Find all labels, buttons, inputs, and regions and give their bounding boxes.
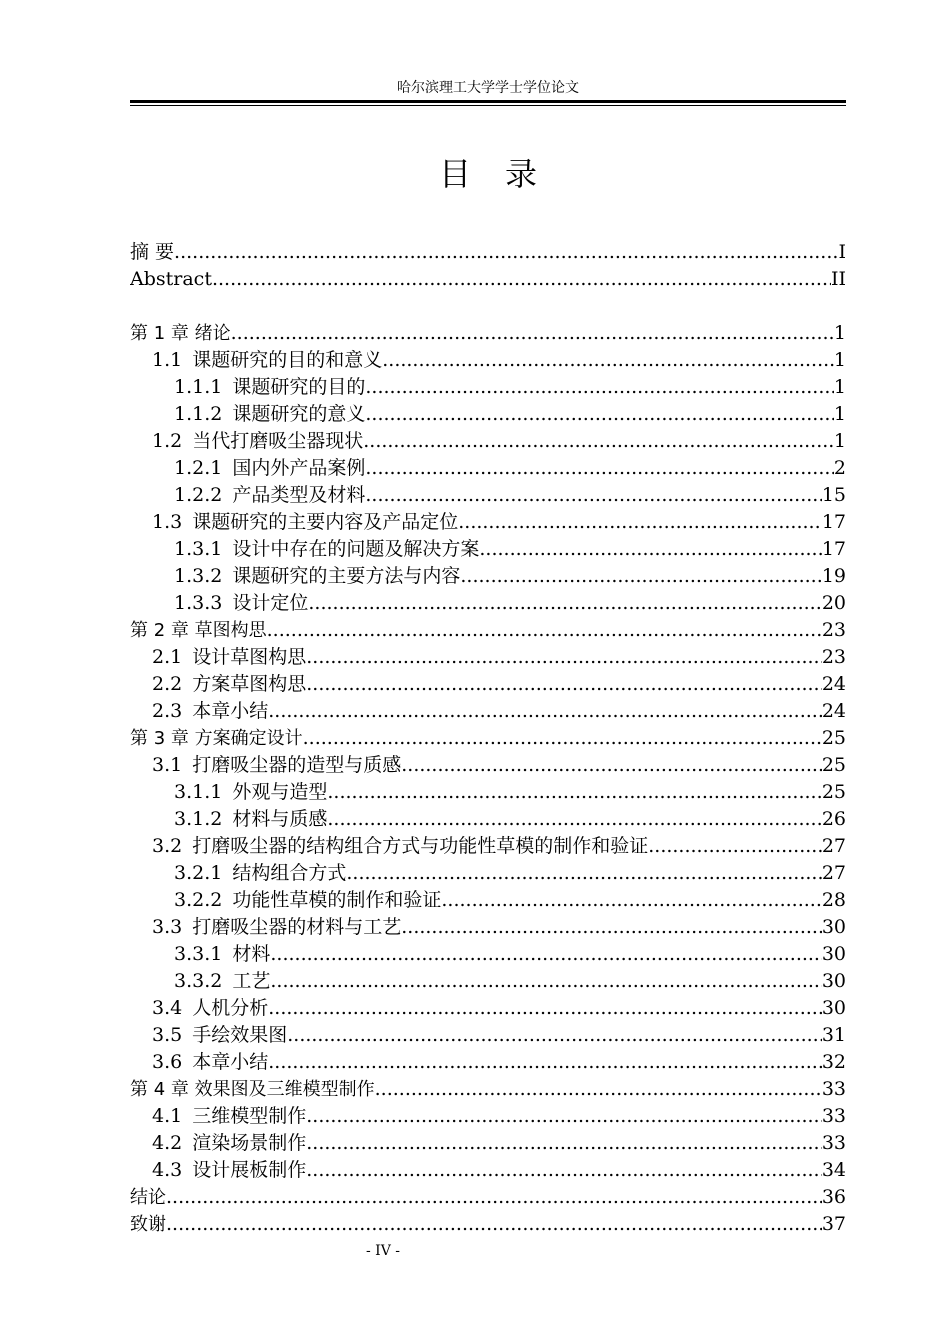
toc-entry-label: 当代打磨吸尘器现状 [192,430,364,452]
toc-entry-page: 23 [821,646,846,668]
toc-entry-title [152,347,382,374]
toc-dot-leader [365,455,834,482]
toc-entry-page: 24 [821,673,846,695]
toc-entry[interactable] [130,1076,846,1103]
toc-dot-leader [306,1130,822,1157]
toc-entry-number: 3.1.2 [174,808,223,830]
toc-entry[interactable] [130,1130,846,1157]
toc-dot-leader [401,752,822,779]
toc-entry-title [152,698,268,725]
toc-entry-number: 1.1.1 [174,376,223,398]
toc-entry-page: 33 [821,1132,846,1154]
toc-entry[interactable] [130,401,846,428]
toc-entry-title [152,1157,306,1184]
toc-entry-title [174,941,270,968]
toc-dot-leader [287,1022,822,1049]
toc-entry-page: 2 [833,457,846,479]
toc-entry-title [130,1076,375,1103]
toc-entry-number: 1.2.1 [174,457,223,479]
toc-entry-number: 1.1 [152,349,183,371]
toc-entry-title [130,266,212,293]
toc-entry-label: 第 1 章 绪论 [130,323,231,344]
toc-dot-leader [460,563,821,590]
toc-entry-number: 2.3 [152,700,183,722]
toc-entry-page: 34 [821,1159,846,1181]
toc-entry[interactable] [130,941,846,968]
toc-entry-title [174,806,327,833]
toc-entry-title [152,1130,306,1157]
toc-entry-title [174,536,479,563]
toc-entry-label: 本章小结 [192,700,269,722]
toc-entry-page: 20 [821,592,846,614]
toc-entry-number: 3.1 [152,754,183,776]
toc-entry[interactable] [130,320,846,347]
toc-entry-title [174,779,327,806]
toc-entry-title [152,752,401,779]
toc-dot-leader [375,1076,822,1103]
toc-entry-label: 工艺 [232,970,271,992]
toc-dot-leader [267,617,822,644]
toc-entry[interactable] [130,1184,846,1211]
header-rule-thick [130,100,846,103]
toc-entry-label: 课题研究的目的 [232,376,366,398]
toc-dot-leader [306,644,822,671]
toc-entry[interactable] [130,1022,846,1049]
toc-entry-number: 1.2 [152,430,183,452]
toc-entry-page: II [830,268,846,290]
page-title-char-1: 目 [438,155,471,193]
toc-entry-label: 材料与质感 [232,808,328,830]
toc-entry[interactable] [130,374,846,401]
toc-entry-number: 3.2.1 [174,862,223,884]
toc-entry-page: 37 [821,1213,846,1235]
toc-entry-number: 3.6 [152,1051,183,1073]
toc-dot-leader [306,1157,822,1184]
toc-entry-title [130,1211,166,1238]
toc-entry-label: 第 3 章 方案确定设计 [130,728,303,749]
toc-dot-leader [382,347,834,374]
toc-entry[interactable] [130,590,846,617]
toc-entry-number: 2.2 [152,673,183,695]
toc-entry[interactable] [130,860,846,887]
page-title [130,152,846,196]
toc-entry[interactable] [130,239,846,266]
toc-entry-number: 3.2 [152,835,183,857]
toc-entry-page: 15 [821,484,846,506]
toc-entry-title [130,725,303,752]
toc-entry-title [152,1103,306,1130]
toc-dot-leader [346,860,821,887]
toc-entry-page: 25 [821,727,846,749]
toc-entry-title [152,428,363,455]
toc-entry-label: 课题研究的目的和意义 [192,349,383,371]
toc-dot-leader [441,887,821,914]
toc-dot-leader [268,995,822,1022]
toc-entry-label: 打磨吸尘器的造型与质感 [192,754,402,776]
toc-entry[interactable] [130,1211,846,1238]
toc-entry-title [174,374,365,401]
toc-entry-number: 3.1.1 [174,781,223,803]
toc-entry-label: 三维模型制作 [192,1105,307,1127]
toc-entry-label: 外观与造型 [232,781,328,803]
toc-entry-number: 1.3.2 [174,565,223,587]
toc-entry[interactable] [130,455,846,482]
toc-entry-label: 材料 [232,943,271,965]
toc-dot-leader [270,941,821,968]
toc-entry-page: 24 [821,700,846,722]
toc-dot-leader [327,806,821,833]
toc-entry[interactable] [130,536,846,563]
toc-dot-leader [166,1184,822,1211]
toc-dot-leader [166,1211,822,1238]
toc-entry-page: I [838,241,846,263]
toc-entry-label: 结论 [130,1187,166,1208]
toc-entry-number: 2.1 [152,646,183,668]
toc-entry-page: 30 [821,916,846,938]
toc-entry-page: 27 [821,862,846,884]
toc-dot-leader [231,320,834,347]
toc-entry-number: 1.1.2 [174,403,223,425]
toc-entry-page: 36 [821,1186,846,1208]
table-of-contents [130,239,846,1238]
page-title-char-2: 录 [505,155,538,193]
toc-entry-label: 功能性草模的制作和验证 [232,889,442,911]
toc-entry-page: 30 [821,970,846,992]
toc-entry-title [130,320,231,347]
toc-entry-page: 1 [833,430,846,452]
toc-entry-page: 28 [821,889,846,911]
toc-dot-leader [306,1103,822,1130]
toc-dot-leader [365,374,834,401]
toc-dot-leader [327,779,821,806]
toc-dot-leader [363,428,834,455]
toc-entry-number: 1.2.2 [174,484,223,506]
toc-entry-label: 渲染场景制作 [192,1132,307,1154]
toc-entry-label: 课题研究的主要方法与内容 [232,565,461,587]
toc-entry-title [152,995,268,1022]
toc-dot-leader [365,401,834,428]
toc-entry-title [152,833,648,860]
toc-entry-label: 课题研究的主要内容及产品定位 [192,511,459,533]
toc-entry-title [174,401,365,428]
toc-entry-page: 30 [821,943,846,965]
toc-entry-title [174,482,365,509]
toc-entry-number: 1.3 [152,511,183,533]
toc-entry[interactable] [130,671,846,698]
toc-dot-leader [458,509,822,536]
toc-entry-page: 17 [821,511,846,533]
toc-entry-label: 设计展板制作 [192,1159,307,1181]
toc-entry[interactable] [130,617,846,644]
page-number: - IV - [365,1243,400,1259]
toc-entry[interactable] [130,1157,846,1184]
toc-entry-label: 本章小结 [192,1051,269,1073]
running-header: 哈尔滨理工大学学士学位论文 [397,80,579,96]
toc-entry-label: 结构组合方式 [232,862,347,884]
toc-dot-leader [648,833,822,860]
toc-entry-page: 19 [821,565,846,587]
toc-dot-leader [268,698,822,725]
toc-entry-label: 产品类型及材料 [232,484,366,506]
toc-entry[interactable] [130,563,846,590]
toc-entry-label: 方案草图构思 [192,673,307,695]
toc-entry-title [130,1184,166,1211]
toc-entry[interactable] [130,968,846,995]
toc-entry-title [174,860,346,887]
toc-entry-page: 32 [821,1051,846,1073]
toc-entry-label: 设计中存在的问题及解决方案 [232,538,480,560]
toc-entry-page: 23 [821,619,846,641]
toc-entry-label: 摘 要 [130,241,175,263]
toc-entry[interactable] [130,806,846,833]
toc-entry[interactable] [130,779,846,806]
toc-entry-number: 3.4 [152,997,183,1019]
toc-entry-title [152,644,306,671]
toc-dot-leader [306,671,822,698]
toc-entry-title [174,887,441,914]
toc-entry-title [152,671,306,698]
toc-entry-label: 打磨吸尘器的材料与工艺 [192,916,402,938]
toc-dot-leader [268,1049,822,1076]
toc-entry-label: 第 4 章 效果图及三维模型制作 [130,1079,375,1100]
toc-entry-number: 3.2.2 [174,889,223,911]
toc-entry[interactable] [130,482,846,509]
toc-entry-title [152,914,401,941]
toc-entry-label: 国内外产品案例 [232,457,366,479]
toc-entry-page: 33 [821,1105,846,1127]
toc-entry-number: 3.5 [152,1024,183,1046]
toc-entry-label: 课题研究的意义 [232,403,366,425]
toc-entry-page: 1 [833,349,846,371]
toc-entry-page: 30 [821,997,846,1019]
toc-entry-number: 1.3.1 [174,538,223,560]
toc-entry[interactable] [130,428,846,455]
toc-entry[interactable] [130,1049,846,1076]
toc-dot-leader [365,482,821,509]
toc-entry-number: 1.3.3 [174,592,223,614]
toc-entry-number: 3.3.2 [174,970,223,992]
toc-entry[interactable] [130,347,846,374]
toc-entry-page: 26 [821,808,846,830]
toc-entry-title [130,239,174,266]
toc-entry-label: 手绘效果图 [192,1024,288,1046]
toc-entry-label: 致谢 [130,1214,166,1235]
toc-entry-label: Abstract [130,268,212,290]
toc-entry-title [174,455,365,482]
toc-entry-page: 25 [821,781,846,803]
toc-entry[interactable] [130,995,846,1022]
toc-entry-title [130,617,267,644]
toc-entry-number: 4.3 [152,1159,183,1181]
toc-entry-title [152,1022,287,1049]
toc-dot-leader [308,590,821,617]
toc-entry-title [152,1049,268,1076]
toc-entry-page: 33 [821,1078,846,1100]
toc-dot-leader [401,914,822,941]
toc-dot-leader [303,725,822,752]
toc-entry-page: 1 [833,322,846,344]
toc-entry-label: 人机分析 [192,997,269,1019]
toc-entry[interactable] [130,725,846,752]
toc-entry[interactable] [130,644,846,671]
toc-entry-title [174,968,270,995]
toc-entry[interactable] [130,509,846,536]
toc-dot-leader [212,266,831,293]
toc-entry-number: 4.1 [152,1105,183,1127]
toc-entry-page: 25 [821,754,846,776]
toc-entry-label: 设计草图构思 [192,646,307,668]
toc-dot-leader [270,968,821,995]
toc-entry-page: 17 [821,538,846,560]
toc-entry-title [174,563,460,590]
toc-entry-title [174,590,308,617]
toc-entry-page: 1 [833,403,846,425]
toc-entry-label: 设计定位 [232,592,309,614]
toc-entry-label: 打磨吸尘器的结构组合方式与功能性草模的制作和验证 [192,835,649,857]
toc-entry[interactable] [130,698,846,725]
toc-entry-page: 1 [833,376,846,398]
toc-entry-number: 4.2 [152,1132,183,1154]
toc-dot-leader [479,536,821,563]
toc-entry-page: 27 [821,835,846,857]
toc-entry-label: 第 2 章 草图构思 [130,620,267,641]
toc-entry-number: 3.3.1 [174,943,223,965]
toc-entry[interactable] [130,914,846,941]
header-rule-thin [130,105,846,106]
toc-entry[interactable] [130,266,846,293]
toc-entry[interactable] [130,752,846,779]
toc-entry[interactable] [130,1103,846,1130]
toc-entry-number: 3.3 [152,916,183,938]
toc-entry[interactable] [130,833,846,860]
toc-entry-page: 31 [821,1024,846,1046]
toc-entry-title [152,509,458,536]
toc-entry[interactable] [130,887,846,914]
toc-dot-leader [174,239,838,266]
